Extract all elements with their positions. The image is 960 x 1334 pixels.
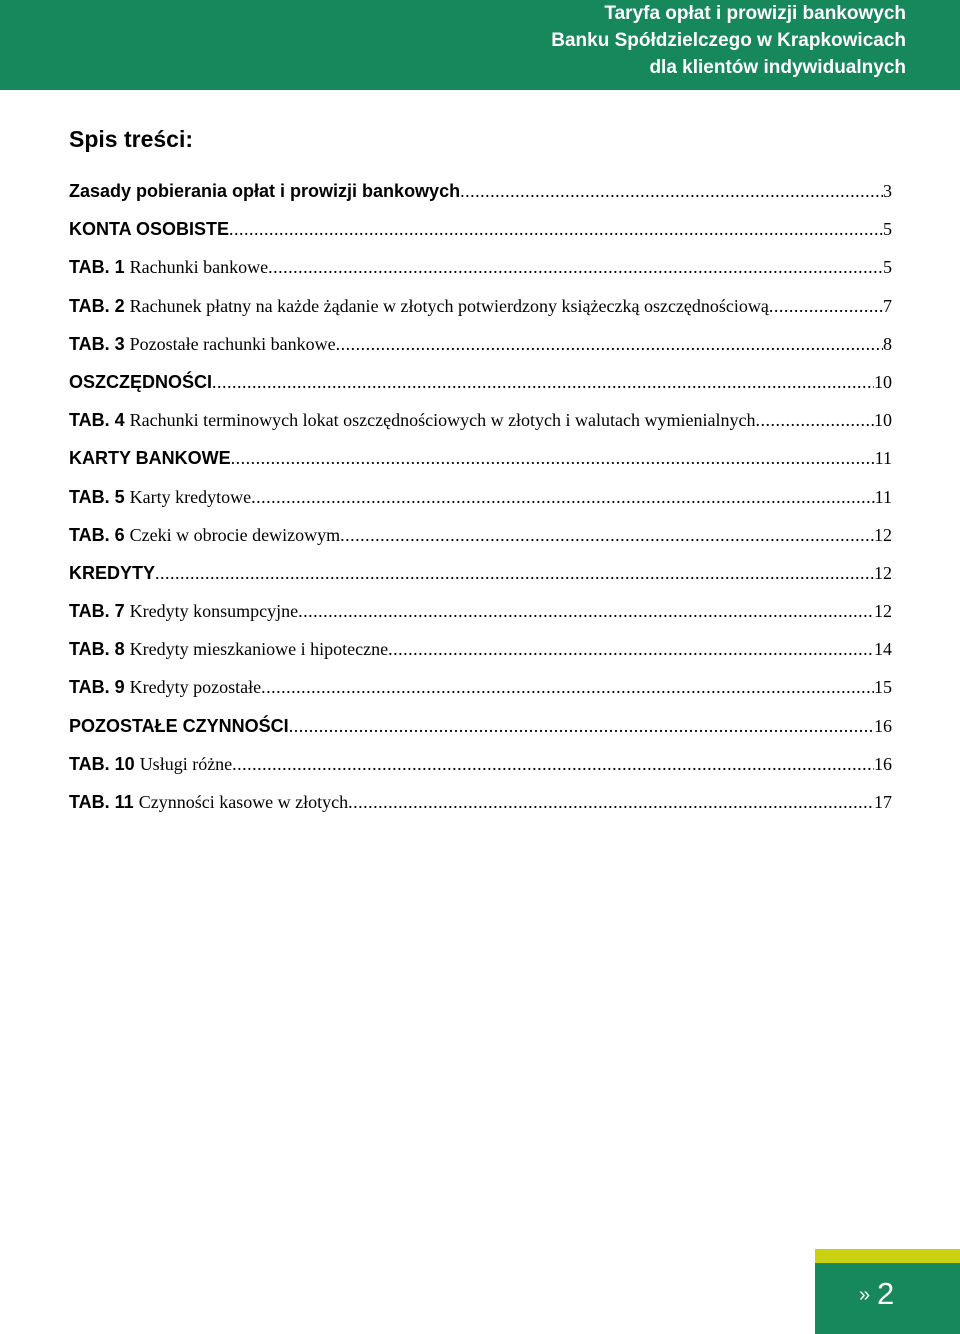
header-banner (0, 0, 960, 90)
toc-entry[interactable] (69, 596, 892, 634)
dot-leader (460, 176, 883, 206)
toc-entry-page-number: 7 (883, 295, 892, 316)
header-title (551, 0, 906, 81)
dot-leader (769, 291, 883, 321)
dot-leader (268, 252, 883, 282)
toc-entry[interactable] (69, 252, 892, 290)
toc-entry-label: Kredyty mieszkaniowe i hipoteczne (129, 639, 389, 660)
toc-entry-label: Karty kredytowe (129, 486, 252, 507)
dot-leader (231, 443, 875, 473)
chevron-right-icon: » (859, 1284, 871, 1306)
toc-entry-label: Czynności kasowe w złotych (138, 792, 349, 812)
toc-entry-page-number: 3 (883, 181, 892, 201)
toc-entry[interactable] (69, 176, 892, 214)
toc-entry-page-number: 5 (883, 257, 892, 278)
toc-entry-table-number: TAB. 5 (69, 486, 130, 507)
toc-entry[interactable] (69, 482, 892, 520)
toc-entry-page-number: 5 (883, 219, 892, 240)
toc-entry-label: Pozostałe rachunki bankowe (129, 333, 336, 354)
toc-entry-table-number: TAB. 8 (69, 639, 130, 660)
page-number: 2 (877, 1276, 895, 1311)
toc-entry-label: POZOSTAŁE CZYNNOŚCI (69, 715, 289, 736)
toc-entry[interactable] (69, 291, 892, 329)
dot-leader (340, 520, 874, 550)
toc-entry[interactable] (69, 711, 892, 749)
toc-entry-page-number: 12 (874, 562, 892, 583)
dot-leader (251, 482, 875, 512)
toc-entry-label: Rachunki bankowe (129, 257, 269, 278)
toc-entry-table-number: TAB. 10 (69, 753, 140, 774)
toc-entry-page-number: 10 (874, 410, 892, 431)
dot-leader (348, 787, 874, 817)
toc-entry[interactable] (69, 558, 892, 596)
toc-entry-page-number: 12 (874, 601, 892, 622)
dot-leader (388, 634, 874, 664)
toc-entry-table-number: TAB. 1 (69, 257, 130, 278)
toc-entry-page-number: 12 (874, 524, 892, 545)
dot-leader (298, 596, 874, 626)
table-of-contents (69, 176, 892, 825)
toc-entry[interactable] (69, 520, 892, 558)
toc-entry-table-number: TAB. 9 (69, 677, 130, 698)
toc-entry-label: Czeki w obrocie dewizowym (129, 524, 341, 545)
toc-entry-page-number: 14 (874, 639, 892, 660)
toc-entry-page-number: 10 (874, 371, 892, 392)
dot-leader (229, 214, 883, 244)
dot-leader (232, 749, 874, 779)
dot-leader (212, 367, 874, 397)
dot-leader (261, 672, 874, 702)
toc-entry-label: Usługi różne (139, 753, 233, 774)
toc-entry-table-number: TAB. 3 (69, 333, 130, 354)
dot-leader (756, 405, 875, 435)
toc-entry[interactable] (69, 405, 892, 443)
toc-entry-label: OSZCZĘDNOŚCI (69, 371, 213, 392)
footer-accent-bar (815, 1249, 960, 1263)
toc-entry-page-number: 16 (874, 753, 892, 774)
toc-entry-label: Kredyty konsumpcyjne (129, 601, 299, 622)
toc-entry-label: Rachunki terminowych lokat oszczędnościowych w złotych i walutach wymienialnych (129, 410, 756, 431)
toc-entry-table-number: TAB. 11 (69, 792, 139, 812)
toc-entry-table-number: TAB. 7 (69, 601, 130, 622)
header-line: Taryfa opłat i prowizji bankowych (604, 3, 906, 24)
dot-leader (289, 711, 874, 741)
toc-entry-table-number: TAB. 6 (69, 524, 130, 545)
toc-entry[interactable] (69, 672, 892, 710)
toc-entry-table-number: TAB. 2 (69, 295, 130, 316)
toc-entry[interactable] (69, 634, 892, 672)
toc-entry-page-number: 17 (874, 792, 892, 812)
toc-entry-page-number: 11 (874, 448, 892, 469)
toc-entry-label: Zasady pobierania opłat i prowizji bankowych (69, 181, 461, 201)
dot-leader (155, 558, 874, 588)
page-number-box (815, 1263, 960, 1334)
toc-entry-table-number: TAB. 4 (69, 410, 130, 431)
toc-entry[interactable] (69, 329, 892, 367)
dot-leader (336, 329, 883, 359)
toc-entry[interactable] (69, 214, 892, 252)
toc-entry[interactable] (69, 443, 892, 481)
toc-entry[interactable] (69, 749, 892, 787)
toc-entry-label: KARTY BANKOWE (69, 448, 231, 469)
toc-entry-label: KONTA OSOBISTE (69, 219, 230, 240)
toc-entry-label: KREDYTY (69, 562, 156, 583)
toc-entry-page-number: 11 (874, 486, 892, 507)
toc-entry-label: Kredyty pozostałe (129, 677, 262, 698)
toc-entry[interactable] (69, 367, 892, 405)
toc-entry-label: Rachunek płatny na każde żądanie w złotych potwierdzony książeczką oszczędnościową (129, 295, 769, 316)
toc-entry[interactable] (69, 787, 892, 825)
toc-entry-page-number: 16 (874, 715, 892, 736)
header-line: dla klientów indywidualnych (649, 57, 906, 78)
toc-entry-page-number: 8 (883, 333, 892, 354)
header-line: Banku Spółdzielczego w Krapkowicach (551, 30, 906, 51)
toc-title: Spis treści: (69, 126, 193, 152)
toc-entry-page-number: 15 (874, 677, 892, 698)
